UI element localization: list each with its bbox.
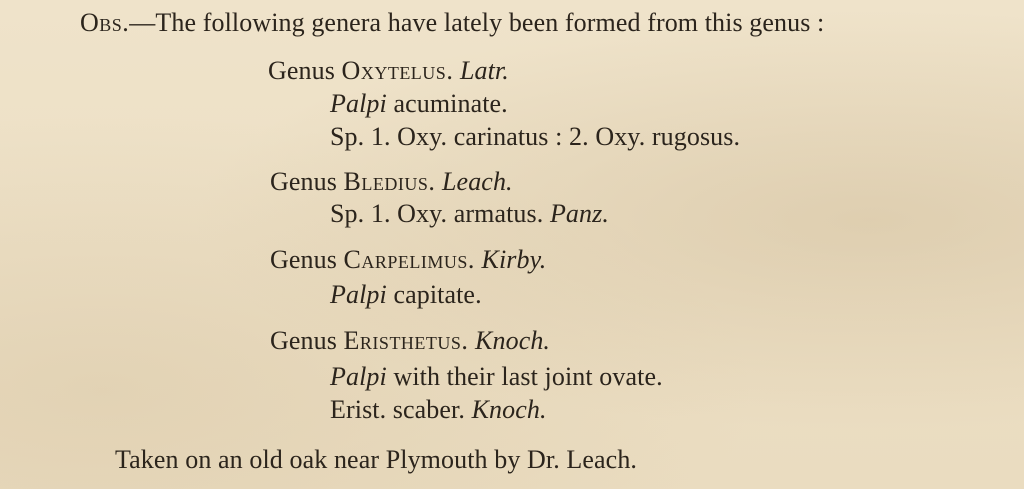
obs-paragraph xyxy=(80,8,824,38)
genus-authority: Leach. xyxy=(442,167,513,196)
species-line xyxy=(330,122,740,152)
note-text: acuminate. xyxy=(386,89,508,118)
palpi-term: Palpi xyxy=(330,362,387,391)
genus-authority: Knoch. xyxy=(475,326,551,355)
species-text: Sp. 1. Oxy. carinatus : 2. Oxy. rugosus. xyxy=(330,122,741,151)
genus-note xyxy=(330,362,663,392)
palpi-term: Palpi xyxy=(330,89,387,118)
species-authority: Knoch. xyxy=(471,395,547,424)
species-text: Sp. 1. Oxy. armatus. xyxy=(330,199,550,228)
obs-text: —The following genera have lately been formed from this genus : xyxy=(129,8,825,37)
genus-prefix: Genus xyxy=(270,326,337,355)
note-text: with their last joint ovate. xyxy=(386,362,663,391)
genus-heading-eristhetus xyxy=(270,326,550,356)
genus-heading-bledius xyxy=(270,167,513,197)
genus-prefix: Genus xyxy=(268,56,335,85)
palpi-term: Palpi xyxy=(330,280,387,309)
genus-name: Bledius. xyxy=(343,167,436,196)
genus-authority: Latr. xyxy=(459,56,509,85)
species-text: Erist. scaber. xyxy=(330,395,472,424)
species-line xyxy=(330,395,547,425)
genus-authority: Kirby. xyxy=(481,245,547,274)
genus-heading-oxytelus xyxy=(268,56,509,86)
genus-name: Eristhetus. xyxy=(343,326,469,355)
genus-note xyxy=(330,89,508,119)
genus-prefix: Genus xyxy=(270,167,337,196)
genus-name: Oxytelus. xyxy=(341,56,454,85)
locality-note: Taken on an old oak near Plymouth by Dr. Leach. xyxy=(115,445,638,474)
genus-name: Carpelimus. xyxy=(343,245,475,274)
obs-label: Obs. xyxy=(80,8,130,37)
note-text: capitate. xyxy=(386,280,482,309)
genus-note xyxy=(330,280,482,310)
species-authority: Panz. xyxy=(549,199,609,228)
genus-heading-carpelimus xyxy=(270,245,546,275)
genus-prefix: Genus xyxy=(270,245,337,274)
species-line xyxy=(330,199,609,229)
